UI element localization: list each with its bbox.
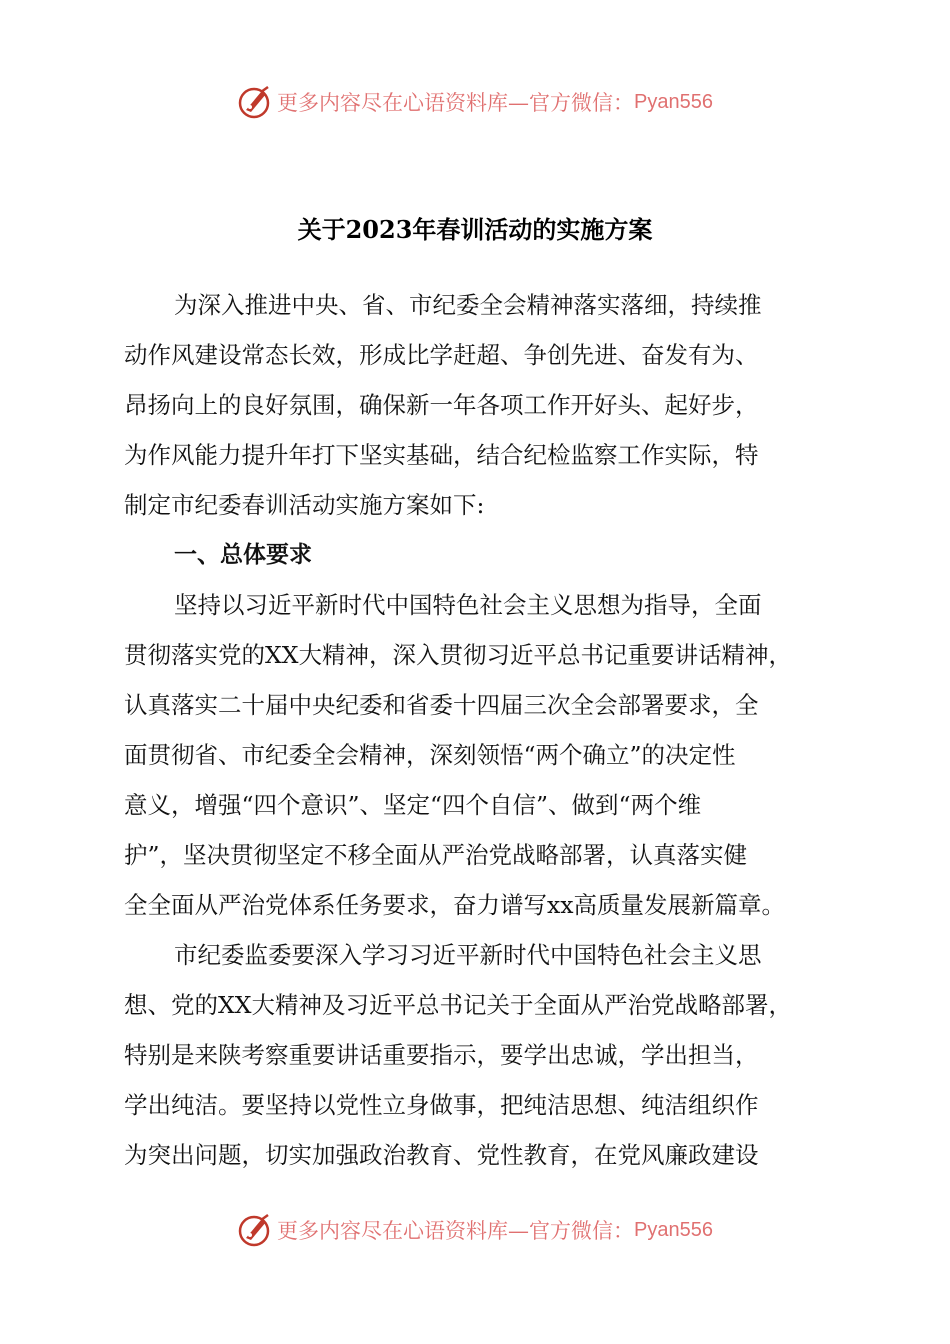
paragraph-line: 贯彻落实党的XX大精神，深入贯彻习近平总书记重要讲话精神， xyxy=(124,641,792,669)
paragraph-line: 制定市纪委春训活动实施方案如下: xyxy=(124,491,485,519)
watermark-wechat-id: Pyan556 xyxy=(634,90,713,113)
paragraph-line: 认真落实二十届中央纪委和省委十四届三次全会部署要求，全 xyxy=(124,691,759,719)
watermark-text: 更多内容尽在心语资料库—官方微信： xyxy=(277,91,635,115)
paragraph-line: 为突出问题，切实加强政治教育、党性教育，在党风廉政建设 xyxy=(124,1141,759,1169)
watermark-banner-top xyxy=(0,82,950,122)
watermark-banner-bottom xyxy=(0,1210,950,1250)
paragraph-line: 坚持以习近平新时代中国特色社会主义思想为指导，全面 xyxy=(174,591,762,619)
paragraph-line: 特别是来陕考察重要讲话重要指示，要学出忠诚，学出担当， xyxy=(124,1041,759,1069)
paragraph-line: 面贯彻省、市纪委全会精神，深刻领悟“两个确立”的决定性 xyxy=(124,741,736,769)
pen-nib-circle-icon xyxy=(237,84,273,120)
paragraph-line: 动作风建设常态长效，形成比学赶超、争创先进、奋发有为、 xyxy=(124,341,759,369)
paragraph-line: 昂扬向上的良好氛围，确保新一年各项工作开好头、起好步， xyxy=(124,391,759,419)
paragraph-line: 为作风能力提升年打下坚实基础，结合纪检监察工作实际，特 xyxy=(124,441,759,469)
paragraph-line: 意义，增强“四个意识”、坚定“四个自信”、做到“两个维 xyxy=(124,791,702,819)
pen-nib-circle-icon xyxy=(237,1212,273,1248)
watermark-wechat-id: Pyan556 xyxy=(634,1218,713,1241)
paragraph-line: 市纪委监委要深入学习习近平新时代中国特色社会主义思 xyxy=(174,941,762,969)
section-heading: 一、总体要求 xyxy=(174,542,312,568)
paragraph-line: 为深入推进中央、省、市纪委全会精神落实落细，持续推 xyxy=(174,291,762,319)
watermark-text: 更多内容尽在心语资料库—官方微信： xyxy=(277,1219,635,1243)
paragraph-line: 学出纯洁。要坚持以党性立身做事，把纯洁思想、纯洁组织作 xyxy=(124,1091,759,1119)
paragraph-line: 想、党的XX大精神及习近平总书记关于全面从严治党战略部署， xyxy=(124,991,792,1019)
paragraph-line: 护”，坚决贯彻坚定不移全面从严治党战略部署，认真落实健 xyxy=(124,841,748,869)
document-title: 关于2023年春训活动的实施方案 xyxy=(297,215,653,244)
paragraph-line: 全全面从严治党体系任务要求，奋力谱写xx高质量发展新篇章。 xyxy=(124,891,786,919)
